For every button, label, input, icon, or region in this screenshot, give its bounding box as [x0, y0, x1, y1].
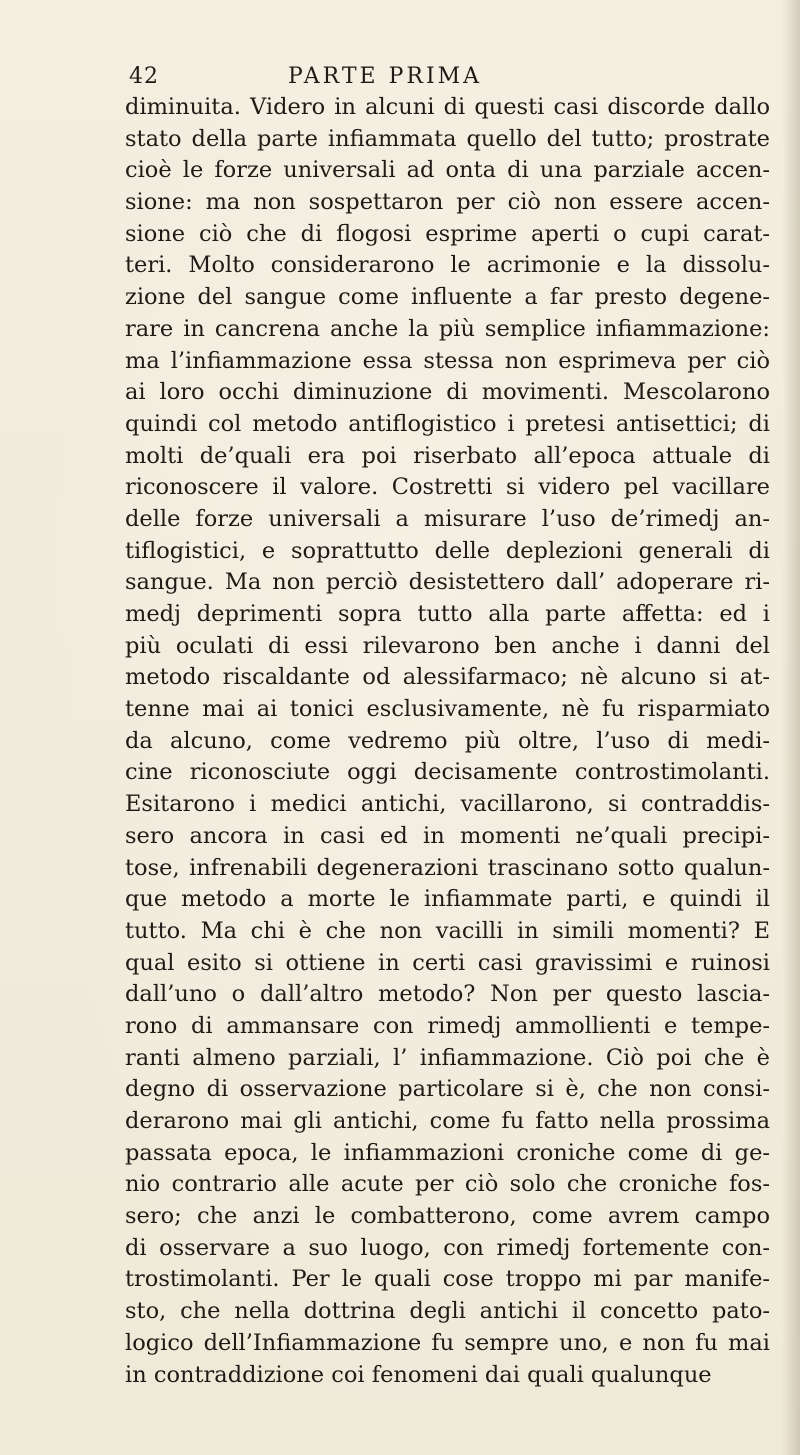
text-line: logico dell’Infiammazione fu sempre uno, e non fu mai	[125, 1329, 770, 1356]
text-line: degno di osservazione particolare si è, che non consi-	[125, 1076, 770, 1103]
text-line: medj deprimenti sopra tutto alla parte affetta: ed i	[125, 601, 770, 627]
page-edge-shadow	[782, 0, 800, 1455]
text-line: quindi col metodo antiflogistico i pretesi antisettici; di	[125, 410, 770, 437]
text-line: nio contrario alle acute per ciò solo che croniche fos-	[125, 1171, 770, 1198]
text-line: sione: ma non sospettaron per ciò non essere accen-	[125, 189, 770, 216]
text-line: metodo riscaldante od alessifarmaco; nè alcuno si at-	[125, 664, 770, 691]
text-line: dall’uno o dall’altro metodo? Non per questo lascia-	[125, 981, 770, 1008]
text-line: sero; che anzi le combatterono, come avrem campo	[125, 1203, 770, 1230]
body-text	[125, 92, 770, 1391]
text-line: qual esito si ottiene in certi casi gravissimi e ruinosi	[125, 949, 770, 976]
text-line: ranti almeno parziali, l’ infiammazione. Ciò poi che è	[125, 1044, 770, 1071]
text-line: que metodo a morte le infiammate parti, e quindi il	[125, 886, 770, 913]
page-header	[125, 64, 745, 94]
text-line: molti de’quali era poi riserbato all’epoca attuale di	[125, 442, 770, 469]
text-line: stato della parte infiammata quello del tutto; prostrate	[125, 125, 770, 152]
text-line: derarono mai gli antichi, come fu fatto nella prossima	[125, 1108, 770, 1134]
text-line: riconoscere il valore. Costretti si videro pel vacillare	[125, 474, 770, 501]
text-line: ma l’infiammazione essa stessa non esprimeva per ciò	[125, 347, 770, 374]
text-line: di osservare a suo luogo, con rimedj fortemente con-	[125, 1234, 770, 1261]
text-line: rare in cancrena anche la più semplice infiammazione:	[125, 315, 770, 342]
text-line: cine riconosciute oggi decisamente controstimolanti.	[125, 759, 770, 786]
text-line: diminuita. Videro in alcuni di questi casi discorde dallo	[125, 94, 770, 120]
text-line: cioè le forze universali ad onta di una parziale accen-	[125, 157, 770, 184]
text-line: sangue. Ma non perciò desistettero dall’ adoperare ri-	[125, 569, 770, 596]
page-number: 42	[129, 64, 159, 89]
text-line: teri. Molto considerarono le acrimonie e la dissolu-	[125, 252, 770, 279]
text-line: da alcuno, come vedremo più oltre, l’uso di medi-	[125, 727, 770, 754]
text-line: rono di ammansare con rimedj ammollienti e tempe-	[125, 1012, 770, 1039]
text-line: sero ancora in casi ed in momenti ne’quali precipi-	[125, 822, 770, 849]
text-line: tutto. Ma chi è che non vacilli in simili momenti? E	[125, 917, 770, 944]
text-line: tose, infrenabili degenerazioni trascinano sotto qualun-	[125, 854, 770, 881]
text-line: più oculati di essi rilevarono ben anche i danni del	[125, 632, 770, 659]
running-head: PARTE PRIMA	[288, 64, 483, 89]
text-line: in contraddizione coi fenomeni dai quali qualunque	[125, 1361, 712, 1388]
text-line: delle forze universali a misurare l’uso de’rimedj an-	[125, 505, 770, 532]
text-line: Esitarono i medici antichi, vacillarono, si contraddis-	[125, 791, 770, 818]
text-line: tiflogistici, e soprattutto delle deplezioni generali di	[125, 537, 770, 564]
text-line: sione ciò che di flogosi esprime aperti o cupi carat-	[125, 220, 770, 247]
text-line: tenne mai ai tonici esclusivamente, nè fu risparmiato	[125, 696, 770, 723]
text-line: sto, che nella dottrina degli antichi il concetto pato-	[125, 1298, 770, 1325]
text-line: trostimolanti. Per le quali cose troppo mi par manife-	[125, 1266, 770, 1293]
text-line: ai loro occhi diminuzione di movimenti. Mescolarono	[125, 379, 770, 406]
text-line: passata epoca, le infiammazioni croniche come di ge-	[125, 1139, 770, 1166]
text-line: zione del sangue come influente a far presto degene-	[125, 284, 770, 311]
